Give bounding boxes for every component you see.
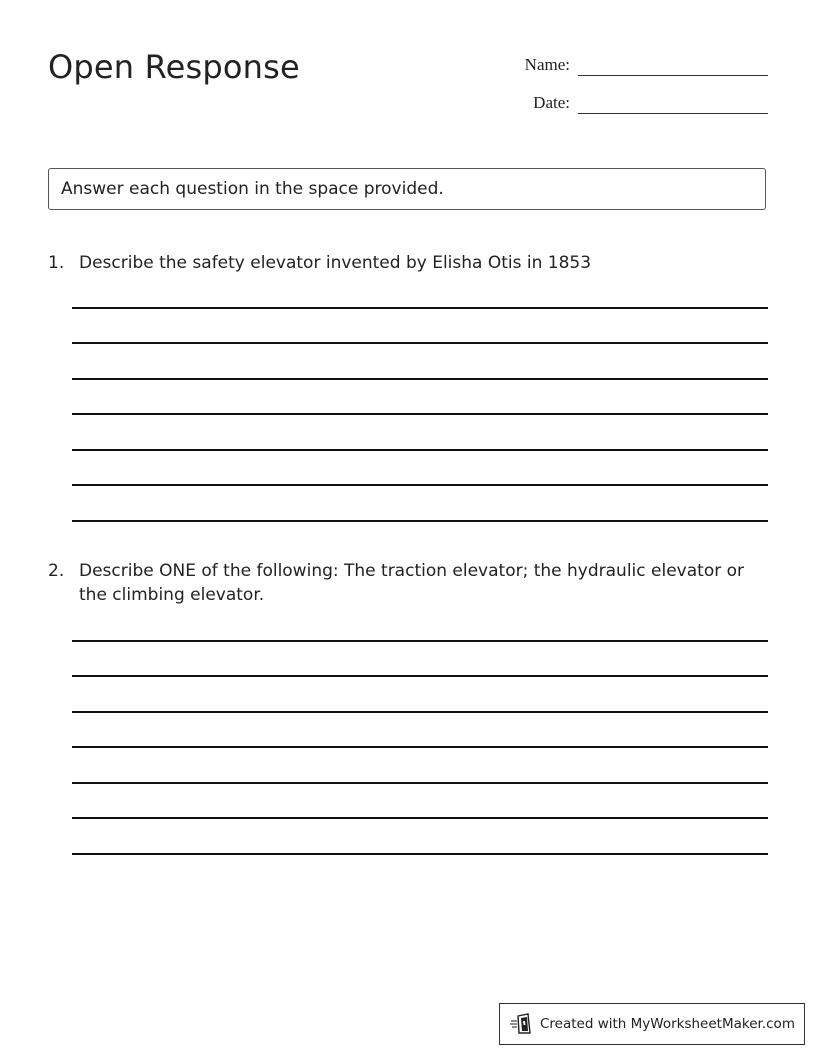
footer-text: Created with MyWorksheetMaker.com	[540, 1016, 795, 1032]
footer-credit[interactable]	[499, 1003, 805, 1045]
answer-line[interactable]	[72, 677, 768, 713]
question-2	[48, 559, 768, 607]
name-label: Name:	[524, 55, 570, 74]
answer-line[interactable]	[72, 606, 768, 642]
answer-line[interactable]	[72, 380, 768, 416]
answer-line[interactable]	[72, 819, 768, 855]
answer-line[interactable]	[72, 784, 768, 820]
answer-line[interactable]	[72, 486, 768, 522]
date-line[interactable]	[578, 90, 768, 114]
answer-line[interactable]	[72, 415, 768, 451]
name-field	[512, 52, 768, 76]
answer-line[interactable]	[72, 344, 768, 380]
date-field	[512, 90, 768, 114]
answer-line[interactable]	[72, 309, 768, 345]
instructions-box	[48, 168, 766, 210]
answer-line[interactable]	[72, 273, 768, 309]
question-number: 1.	[48, 253, 65, 273]
question-number: 2.	[48, 561, 65, 581]
instructions-text: Answer each question in the space provided.	[61, 179, 444, 199]
answer-line[interactable]	[72, 713, 768, 749]
name-line[interactable]	[578, 52, 768, 76]
question-text: Describe ONE of the following: The traction elevator; the hydraulic elevator or the climbing elevator.	[79, 561, 745, 605]
answer-line[interactable]	[72, 748, 768, 784]
worksheet-maker-logo-icon	[510, 1013, 534, 1035]
date-label: Date:	[533, 93, 570, 112]
answer-area-2[interactable]	[72, 606, 768, 855]
page-title: Open Response	[48, 48, 300, 86]
answer-line[interactable]	[72, 451, 768, 487]
answer-area-1[interactable]	[72, 273, 768, 522]
question-text: Describe the safety elevator invented by Elisha Otis in 1853	[79, 253, 592, 273]
question-1	[48, 251, 768, 275]
answer-line[interactable]	[72, 642, 768, 678]
